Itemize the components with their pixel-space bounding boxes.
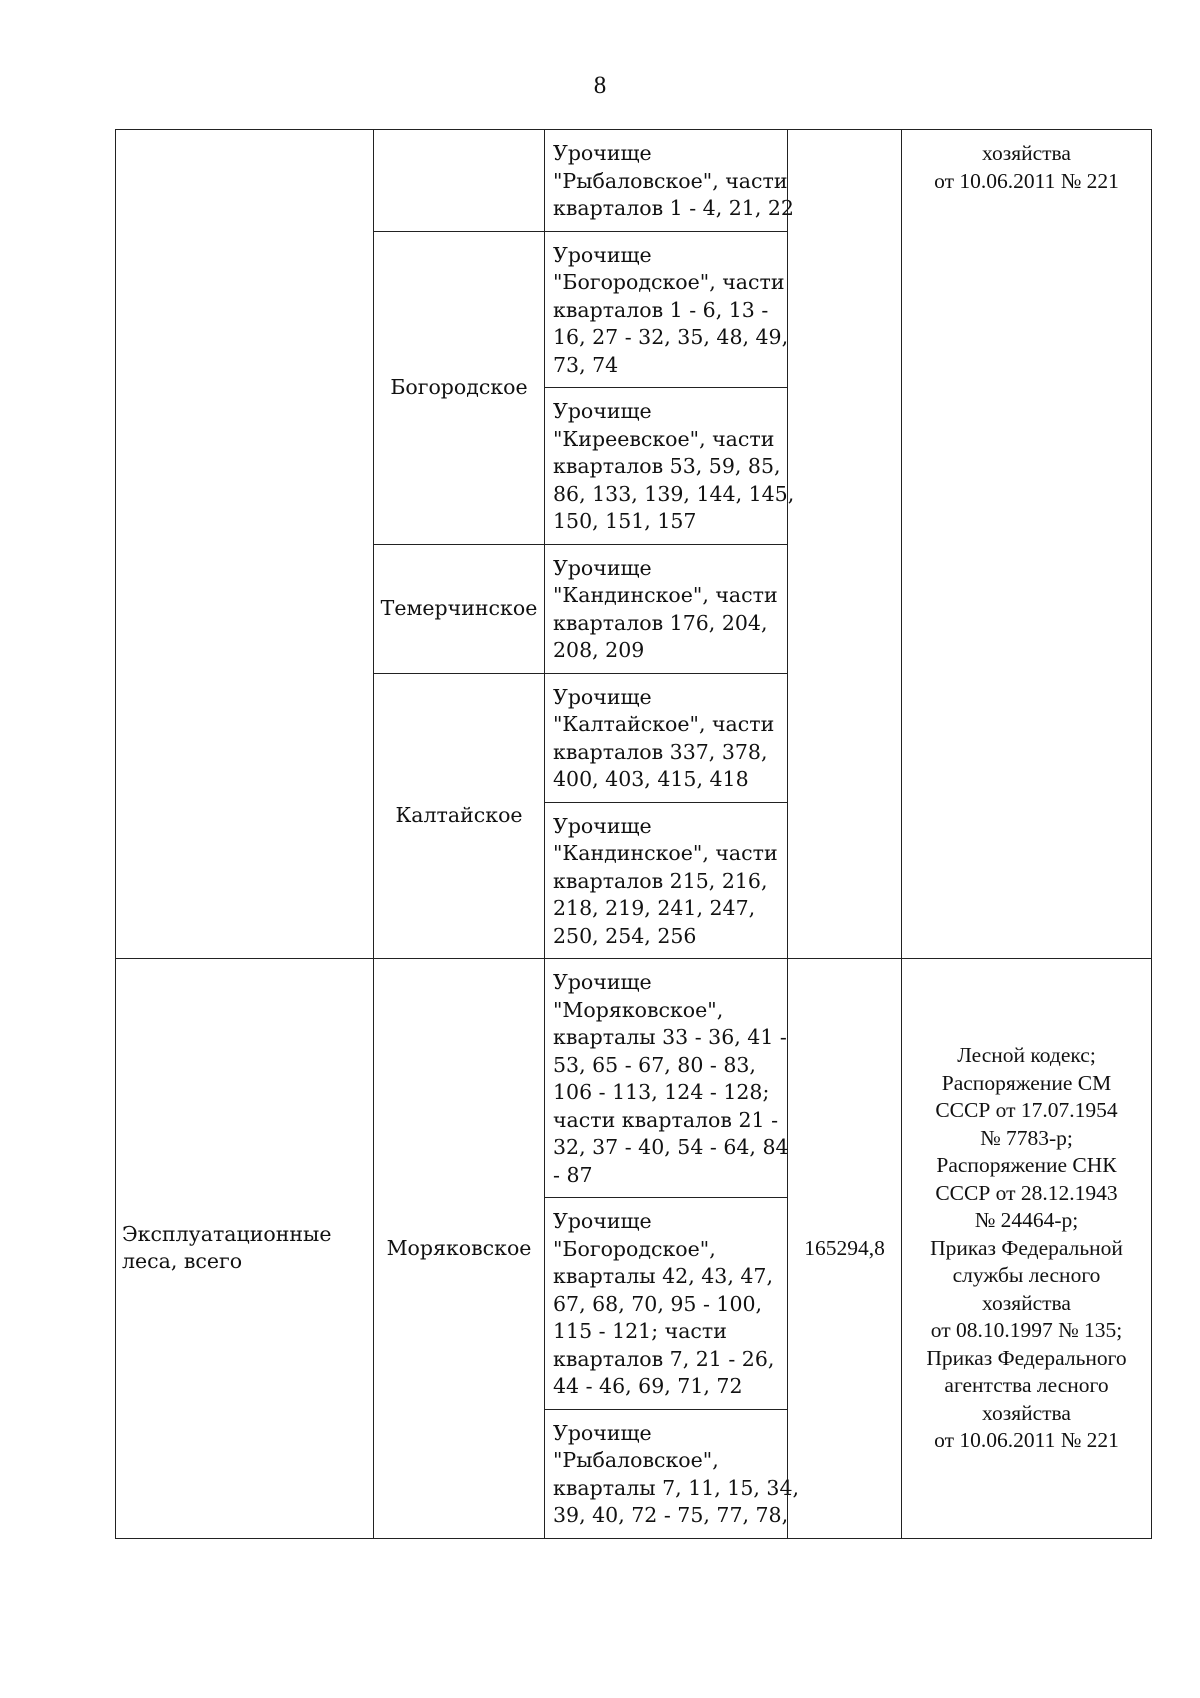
forestry-cell: Моряковское [374,959,545,1539]
legal-basis-cell: хозяйства от 10.06.2011 № 221 [902,130,1152,959]
tract-description-line: Урочище [553,813,652,838]
tract-description-line: кварталов 1 - 6, 13 - [553,297,769,322]
tract-description-line: 73, 74 [553,352,619,377]
tract-description-line: 150, 151, 157 [553,509,697,533]
tract-description-line: кварталы 7, 11, 15, 34, [553,1475,800,1500]
table-row [116,959,1152,1198]
forest-table-body [116,130,1152,1539]
tract-description-line: Урочище [553,242,652,267]
tract-description-line: "Моряковское", [553,997,724,1022]
tract-description-cell [545,544,788,673]
tract-description-cell [545,130,794,232]
tract-description-line: кварталов 7, 21 - 26, [553,1346,775,1371]
tract-description-line: кварталов 215, 216, [553,868,768,893]
tract-description-line: 400, 403, 415, 418 [553,767,749,791]
tract-description-cell [545,1198,788,1410]
tract-description-line: 208, 209 [553,638,645,662]
tract-description-line: кварталов 337, 378, [553,739,768,764]
tract-description-line: "Рыбаловское", части [553,168,788,193]
category-cell [116,130,374,959]
tract-description-line: 250, 254, 256 [553,923,697,948]
forest-table [115,129,1152,1539]
tract-description-cell [545,388,795,545]
tract-description-line: "Богородское", части [553,270,785,294]
tract-description-line: Урочище [553,970,652,994]
tract-description-cell [545,673,788,802]
tract-description-line: Урочище [553,399,652,423]
legal-basis-cell: Лесной кодекс; Распоряжение СМ СССР от 17.07.1954 № 7783-р; Распоряжение СНК СССР от 28.12.1943 № 24464-р; Приказ Федеральной службы лесного хозяйства от 08.10.1997 № 135; Приказ Федерального агентства лесного хозяйства от 10.06.2011 № 221 [902,959,1152,1539]
forestry-cell [374,130,545,232]
tract-description-line: 67, 68, 70, 95 - 100, [553,1291,763,1316]
tract-description-cell [545,959,788,1198]
tract-description-line: 218, 219, 241, 247, [553,896,756,920]
tract-description-line: - 87 [553,1162,593,1187]
tract-description-cell [545,1409,800,1538]
tract-description-line: кварталы 33 - 36, 41 - [553,1025,787,1049]
category-cell: Эксплуатационные леса, всего [116,959,374,1539]
tract-description-cell [545,231,788,388]
tract-description-line: кварталов 53, 59, 85, [553,454,781,478]
tract-description-line: Урочище [553,1420,652,1445]
tract-description-line: 44 - 46, 69, 71, 72 [553,1374,743,1398]
tract-description-line: кварталов 176, 204, [553,610,768,635]
tract-description-line: 32, 37 - 40, 54 - 64, 84 [553,1135,789,1159]
tract-description-line: 16, 27 - 32, 35, 48, 49, [553,325,789,349]
tract-description-line: Урочище [553,1209,652,1233]
forestry-cell: Темерчинское [374,544,545,673]
tract-description-line: Урочище [553,141,652,165]
tract-description-line: Урочище [553,555,652,580]
tract-description-line: кварталов 1 - 4, 21, 22 [553,196,794,220]
forestry-cell: Богородское [374,231,545,544]
tract-description-line: "Калтайское", части [553,712,775,736]
tract-description-line: части кварталов 21 - [553,1107,778,1132]
tract-description-line: 86, 133, 139, 144, 145, [553,481,795,506]
tract-description-line: "Кандинское", части [553,583,778,607]
forestry-cell: Калтайское [374,673,545,959]
tract-description-line: "Кандинское", части [553,841,778,865]
tract-description-line: 115 - 121; части [553,1319,727,1343]
page-number: 8 [593,72,607,99]
tract-description-cell [545,802,788,959]
tract-description-line: 53, 65 - 67, 80 - 83, [553,1052,756,1077]
tract-description-line: 39, 40, 72 - 75, 77, 78, [553,1503,789,1527]
area-cell: 165294,8 [788,959,902,1539]
area-cell [788,130,902,959]
tract-description-line: 106 - 113, 124 - 128; [553,1080,770,1104]
tract-description-line: кварталы 42, 43, 47, [553,1264,773,1288]
tract-description-line: "Киреевское", части [553,426,775,451]
tract-description-line: Урочище [553,684,652,709]
tract-description-line: "Рыбаловское", [553,1448,719,1472]
tract-description-line: "Богородское", [553,1236,716,1261]
table-row [116,130,1152,232]
